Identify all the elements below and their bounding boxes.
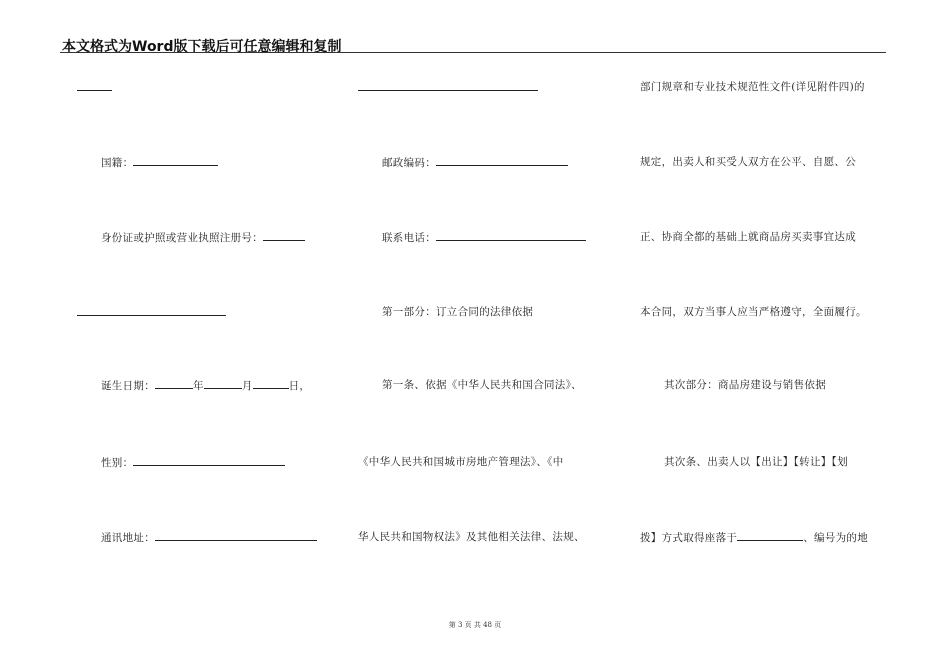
postcode-row: [382, 155, 568, 170]
col3-line1: 部门规章和专业技术规范性文件(详见附件四)的: [640, 81, 865, 93]
birth-label: 诞生日期：: [101, 380, 155, 392]
part1-heading: 第一部分：订立合同的法律依据: [382, 306, 534, 318]
birth-day-blank: [253, 378, 289, 389]
fill-blank-line: [77, 90, 112, 91]
article2-line1: 其次条、出卖人以【出让】【转让】【划: [664, 456, 848, 468]
nationality-label: 国籍：: [101, 157, 134, 169]
article2-line2: [640, 530, 868, 545]
gender-label: 性别：: [101, 457, 134, 469]
fill-blank-line: [358, 90, 538, 91]
gender-row: [101, 455, 285, 470]
part2-heading: 其次部分：商品房建设与销售依据: [664, 379, 826, 391]
col3-line3: 正、协商全都的基础上就商品房买卖事宜达成: [640, 231, 856, 243]
nationality-row: [101, 155, 218, 170]
col3-line2: 规定，出卖人和买受人双方在公平、自愿、公: [640, 156, 856, 168]
birth-row: [101, 378, 310, 393]
birth-day-unit: 日，: [288, 380, 311, 392]
article2-line2-end: 、编号为的地: [803, 532, 869, 544]
id-label: 身份证或护照或营业执照注册号：: [101, 232, 263, 244]
postcode-blank: [436, 155, 568, 166]
id-row: [101, 230, 305, 245]
id-blank: [263, 230, 305, 241]
birth-year-blank: [155, 378, 193, 389]
address-blank: [155, 530, 317, 541]
page-header-title: 本文格式为Word版下载后可任意编辑和复制: [62, 39, 342, 55]
gender-blank: [133, 455, 285, 466]
id-continuation-blank: [77, 315, 226, 316]
header-divider: [60, 52, 886, 53]
col3-line4: 本合同，双方当事人应当严格遵守，全面履行。: [640, 306, 867, 318]
address-label: 通讯地址：: [101, 532, 155, 544]
phone-row: [382, 230, 586, 245]
article1-line1: 第一条、依据《中华人民共和国合同法》、: [382, 379, 582, 391]
nationality-blank: [133, 155, 218, 166]
article1-line2: 《中华人民共和国城市房地产管理法》、《中: [358, 456, 564, 468]
address-row: [101, 530, 317, 545]
birth-year-unit: 年: [193, 380, 204, 392]
birth-month-blank: [204, 378, 242, 389]
article2-line2-start: 拨】方式取得座落于: [640, 532, 738, 544]
phone-blank: [436, 230, 586, 241]
postcode-label: 邮政编码：: [382, 157, 436, 169]
birth-month-unit: 月: [241, 380, 253, 392]
article1-line3: 华人民共和国物权法》及其他相关法律、法规、: [358, 531, 585, 543]
page-footer: 第 3 页 共 48 页: [448, 621, 502, 629]
phone-label: 联系电话：: [382, 232, 436, 244]
location-blank: [737, 530, 803, 541]
